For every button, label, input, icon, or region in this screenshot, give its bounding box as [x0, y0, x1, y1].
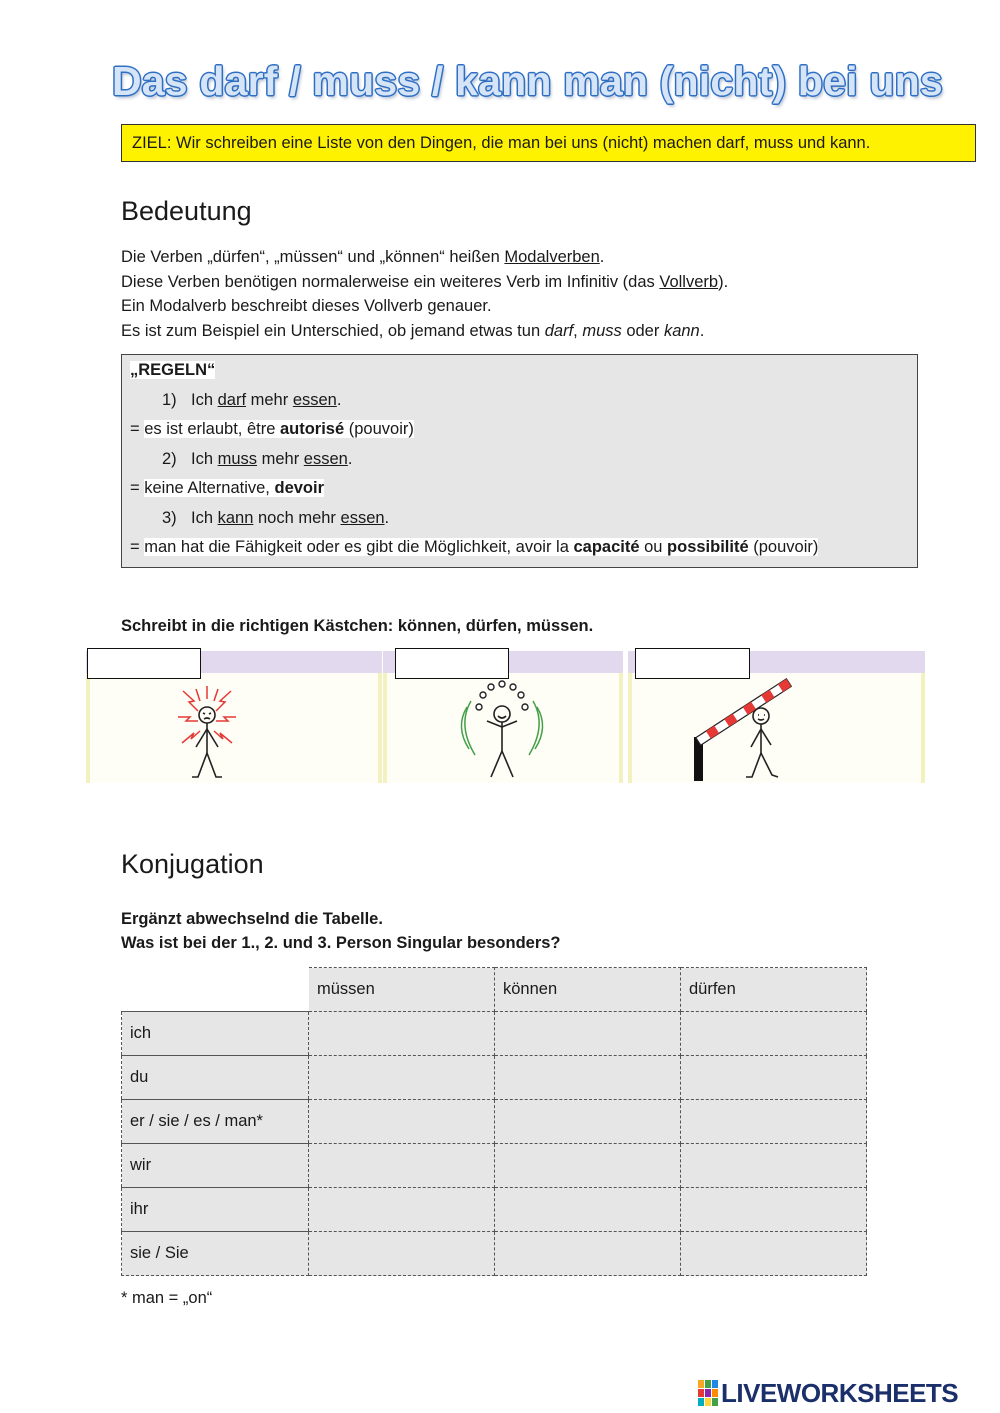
answer-cell[interactable]: [681, 1188, 867, 1232]
answer-cell[interactable]: [309, 1100, 495, 1144]
table-corner-cell: [122, 968, 309, 1012]
rule-1: 1) Ich darf mehr essen.: [162, 391, 342, 409]
meaning-line-2: Diese Verben benötigen normalerweise ein weiteres Verb im Infinitiv (das Vollverb).: [121, 272, 729, 291]
page-title: Das darf / muss / kann man (nicht) bei uns: [112, 58, 943, 104]
conjugation-heading: Konjugation: [121, 849, 264, 879]
column-header-duerfen: dürfen: [681, 968, 867, 1012]
conjugation-instruction-1: Ergänzt abwechselnd die Tabelle.: [121, 910, 383, 928]
exercise-instruction: Schreibt in die richtigen Kästchen: können, dürfen, müssen.: [121, 617, 594, 635]
brand-name: LIVEWORKSHEETS: [721, 1378, 959, 1408]
table-row: [122, 1188, 867, 1232]
answer-cell[interactable]: [309, 1144, 495, 1188]
meaning-line-4: Es ist zum Beispiel ein Unterschied, ob jemand etwas tun darf, muss oder kann.: [121, 321, 705, 340]
rule-2-meaning: = keine Alternative, devoir: [130, 479, 325, 497]
answer-cell[interactable]: [681, 1012, 867, 1056]
table-row: [122, 1012, 867, 1056]
answer-cell[interactable]: [495, 1056, 681, 1100]
answer-box-1[interactable]: [87, 648, 201, 679]
answer-box-2[interactable]: [395, 648, 509, 679]
row-header-du: du: [122, 1056, 309, 1100]
answer-cell[interactable]: [309, 1188, 495, 1232]
rule-1-meaning: = es ist erlaubt, être autorisé (pouvoir): [130, 420, 414, 438]
rule-2: 2) Ich muss mehr essen.: [162, 450, 353, 468]
row-header-ich: ich: [122, 1012, 309, 1056]
row-header-sie-Sie: sie / Sie: [122, 1232, 309, 1276]
conjugation-table: [121, 967, 867, 1276]
answer-cell[interactable]: [681, 1144, 867, 1188]
meaning-heading: Bedeutung: [121, 196, 252, 226]
answer-cell[interactable]: [495, 1188, 681, 1232]
column-header-koennen: können: [495, 968, 681, 1012]
table-row: [122, 1144, 867, 1188]
rules-box: [121, 354, 918, 568]
lws-logo-icon: [697, 1379, 719, 1407]
row-header-ihr: ihr: [122, 1188, 309, 1232]
table-header-row: [122, 968, 867, 1012]
conjugation-instruction-2: Was ist bei der 1., 2. und 3. Person Singular besonders?: [121, 934, 561, 952]
meaning-line-1: Die Verben „dürfen“, „müssen“ und „können“ heißen Modalverben.: [121, 248, 605, 266]
answer-cell[interactable]: [309, 1056, 495, 1100]
column-header-muessen: müssen: [309, 968, 495, 1012]
answer-cell[interactable]: [681, 1100, 867, 1144]
table-row: [122, 1056, 867, 1100]
meaning-line-3: Ein Modalverb beschreibt dieses Vollverb genauer.: [121, 297, 492, 315]
answer-cell[interactable]: [495, 1144, 681, 1188]
rules-title: „REGELN“: [130, 361, 216, 379]
table-row: [122, 1232, 867, 1276]
row-header-wir: wir: [122, 1144, 309, 1188]
rule-3-meaning: = man hat die Fähigkeit oder es gibt die Möglichkeit, avoir la capacité ou possibilité (pouvoir): [130, 538, 819, 556]
answer-cell[interactable]: [495, 1012, 681, 1056]
answer-cell[interactable]: [681, 1232, 867, 1276]
answer-cell[interactable]: [681, 1056, 867, 1100]
rule-3: 3) Ich kann noch mehr essen.: [162, 509, 390, 527]
footnote: * man = „on“: [121, 1289, 213, 1307]
table-row: [122, 1100, 867, 1144]
answer-box-3[interactable]: [635, 648, 750, 679]
answer-cell[interactable]: [495, 1100, 681, 1144]
goal-box: ZIEL: Wir schreiben eine Liste von den Dingen, die man bei uns (nicht) machen darf, muss und kann.: [121, 124, 976, 162]
answer-cell[interactable]: [309, 1012, 495, 1056]
answer-cell[interactable]: [495, 1232, 681, 1276]
answer-cell[interactable]: [309, 1232, 495, 1276]
row-header-er-sie-es-man: er / sie / es / man*: [122, 1100, 309, 1144]
meaning-text: [121, 245, 728, 343]
